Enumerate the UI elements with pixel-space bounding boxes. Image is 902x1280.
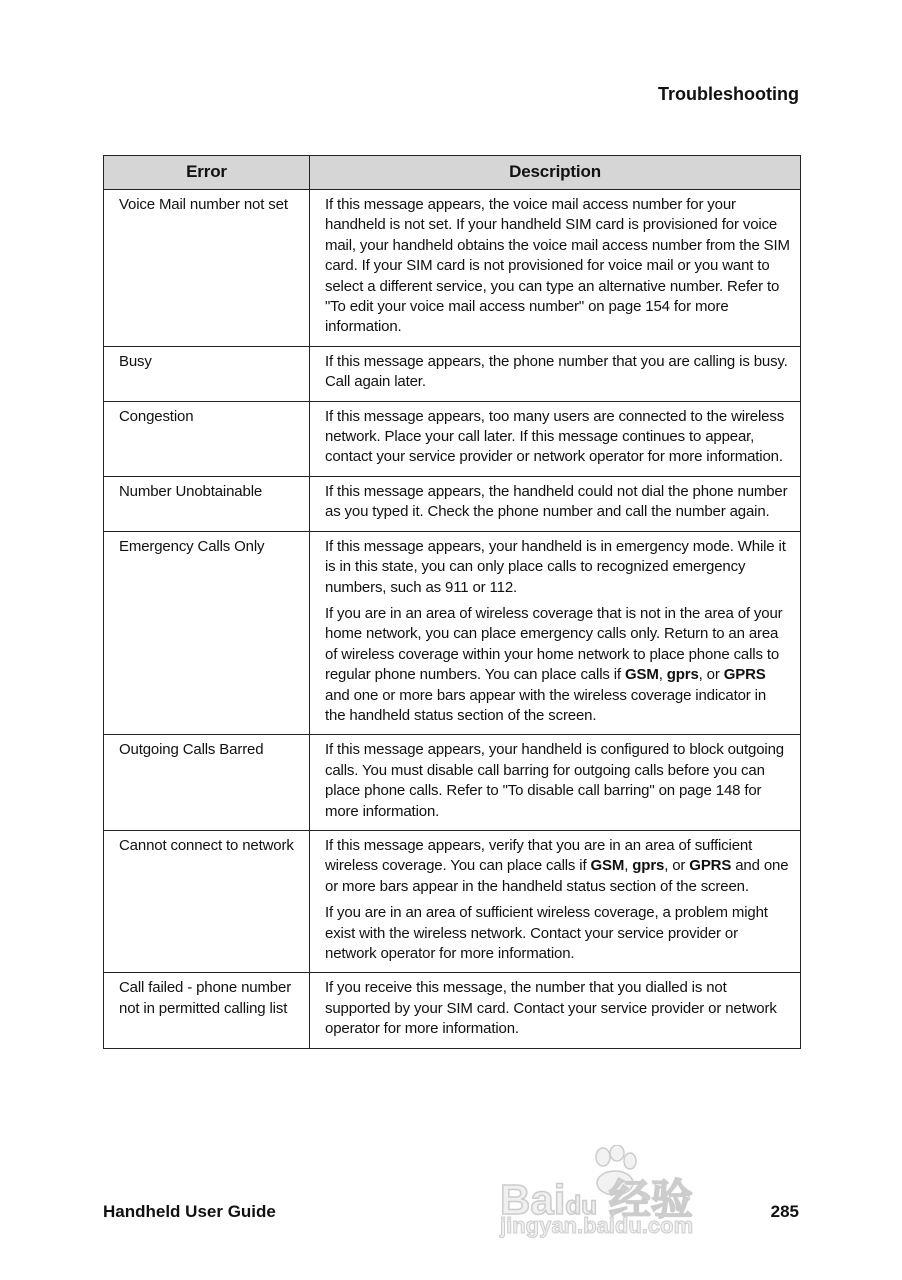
error-name: Outgoing Calls Barred bbox=[104, 735, 310, 831]
text-run: If this message appears, the phone number that you are calling is busy. Call again later. bbox=[325, 352, 788, 391]
error-name: Cannot connect to network bbox=[104, 830, 310, 972]
text-run: If this message appears, your handheld is in emergency mode. While it is in this state, you can only place calls to recognized emergency numbers, such as 911 or 112. bbox=[325, 537, 786, 596]
text-run: If this message appears, the handheld could not dial the phone number as you typed it. Check the phone number and call the number again. bbox=[325, 482, 788, 521]
error-description bbox=[310, 830, 801, 972]
error-description bbox=[310, 973, 801, 1048]
description-paragraph bbox=[325, 352, 790, 393]
column-header-description: Description bbox=[310, 156, 801, 190]
footer-guide-title: Handheld User Guide bbox=[103, 1202, 276, 1221]
text-run: , or bbox=[664, 857, 690, 875]
error-name: Congestion bbox=[104, 401, 310, 476]
table-row bbox=[104, 531, 801, 735]
description-paragraph bbox=[325, 537, 790, 598]
error-description bbox=[310, 531, 801, 735]
baidu-watermark bbox=[500, 1145, 740, 1245]
description-paragraph bbox=[325, 903, 790, 964]
error-name: Call failed - phone number not in permitted calling list bbox=[104, 973, 310, 1048]
description-paragraph bbox=[325, 407, 790, 468]
section-title: Troubleshooting bbox=[658, 84, 799, 104]
bold-term: GPRS bbox=[689, 857, 732, 875]
watermark-logo: Baidu 经验 bbox=[500, 1176, 693, 1223]
description-paragraph bbox=[325, 482, 790, 523]
watermark-url: jingyan.baidu.com bbox=[500, 1213, 694, 1238]
table-row bbox=[104, 190, 801, 347]
page-number: 285 bbox=[770, 1202, 799, 1221]
description-paragraph bbox=[325, 195, 790, 338]
table-row bbox=[104, 401, 801, 476]
bold-term: gprs bbox=[666, 666, 699, 684]
description-paragraph bbox=[325, 836, 790, 897]
text-run: and one or more bars appear in the handheld status section of the screen. bbox=[325, 857, 789, 895]
description-paragraph bbox=[325, 604, 790, 726]
text-run: , or bbox=[698, 666, 724, 684]
table-row bbox=[104, 346, 801, 401]
bold-term: GSM bbox=[624, 666, 659, 684]
text-run: If you are in an area of sufficient wireless coverage, a problem might exist with the wireless network. Contact your service provider or network operator for more information. bbox=[325, 904, 768, 962]
text-run: If you receive this message, the number that you dialled is not supported by your SIM card. Contact your service provider or network operator for more information. bbox=[325, 979, 777, 1038]
text-run: If you are in an area of wireless coverage that is not in the area of your home network, you can place emergency calls only. Return to an area of wireless coverage within your home network to place phone calls to regular phone numbers. You can place calls if bbox=[325, 604, 783, 684]
error-description bbox=[310, 476, 801, 531]
bold-term: GSM bbox=[590, 857, 625, 875]
error-description bbox=[310, 401, 801, 476]
text-run: , bbox=[658, 666, 667, 684]
table-row bbox=[104, 476, 801, 531]
error-table bbox=[103, 155, 801, 1049]
error-description bbox=[310, 346, 801, 401]
text-run: If this message appears, too many users are connected to the wireless network. Place your call later. If this message continues to appear, contact your service provider or network operator for more information. bbox=[325, 407, 785, 466]
table-header-row bbox=[104, 156, 801, 190]
description-paragraph bbox=[325, 978, 790, 1039]
text-run: and one or more bars appear with the wireless coverage indicator in the handheld status section of the screen. bbox=[325, 686, 767, 724]
text-run: If this message appears, your handheld is configured to block outgoing calls. You must disable call barring for outgoing calls before you can place phone calls. Refer to "To disable call barring" on page 148 for more information. bbox=[325, 741, 784, 820]
table-row bbox=[104, 735, 801, 831]
table-row bbox=[104, 830, 801, 972]
error-name: Number Unobtainable bbox=[104, 476, 310, 531]
bold-term: GPRS bbox=[723, 666, 766, 684]
bold-term: gprs bbox=[632, 857, 665, 875]
error-name: Voice Mail number not set bbox=[104, 190, 310, 347]
error-description bbox=[310, 735, 801, 831]
column-header-error: Error bbox=[104, 156, 310, 190]
error-name: Busy bbox=[104, 346, 310, 401]
text-run: If this message appears, verify that you are in an area of sufficient wireless coverage. You can place calls if bbox=[325, 836, 753, 875]
table-row bbox=[104, 973, 801, 1048]
text-run: If this message appears, the voice mail access number for your handheld is not set. If your handheld SIM card is provisioned for voice mail, your handheld obtains the voice mail access number from the SIM card. If your SIM card is not provisioned for voice mail or you want to select a different service, you can type an alternative number. Refer to "To edit your voice mail access number" on page 154 for more information. bbox=[325, 196, 790, 336]
error-name: Emergency Calls Only bbox=[104, 531, 310, 735]
error-description bbox=[310, 190, 801, 347]
description-paragraph bbox=[325, 740, 790, 822]
text-run: , bbox=[624, 857, 633, 875]
